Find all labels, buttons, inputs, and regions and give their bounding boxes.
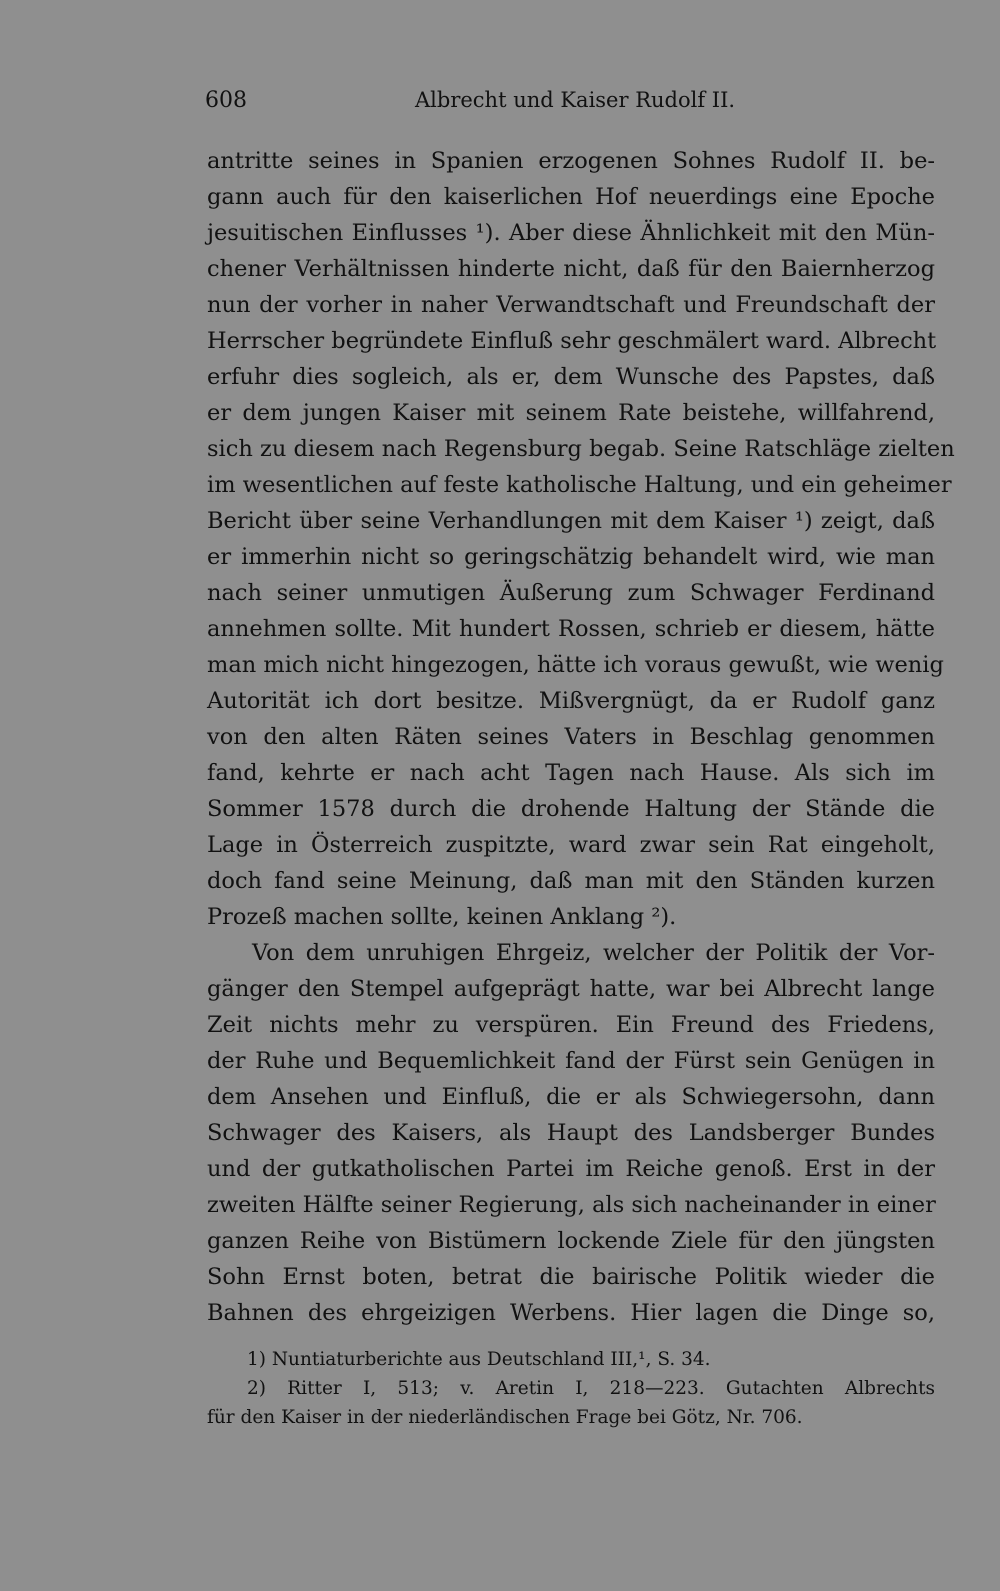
text-line: und der gutkatholischen Partei im Reiche genoß. Erst in der: [207, 1156, 935, 1182]
text-line: Zeit nichts mehr zu verspüren. Ein Freund des Friedens,: [207, 1012, 935, 1038]
text-line: Sommer 1578 durch die drohende Haltung der Stände die: [207, 796, 935, 822]
text-line: im wesentlichen auf feste katholische Haltung, und ein geheimer: [207, 472, 952, 498]
body-text: [207, 143, 955, 1331]
text-line: gann auch für den kaiserlichen Hof neuerdings eine Epoche: [207, 184, 935, 210]
running-title: Albrecht und Kaiser Rudolf II.: [415, 88, 736, 112]
text-line: Bericht über seine Verhandlungen mit dem Kaiser ¹) zeigt, daß: [207, 508, 935, 534]
text-line: dem Ansehen und Einfluß, die er als Schwiegersohn, dann: [207, 1084, 935, 1110]
page-header: [205, 88, 935, 118]
text-line: fand, kehrte er nach acht Tagen nach Hause. Als sich im: [207, 760, 935, 786]
page-number: 608: [205, 88, 247, 113]
text-line: er immerhin nicht so geringschätzig behandelt wird, wie man: [207, 544, 935, 570]
text-line: jesuitischen Einflusses ¹). Aber diese Ähnlichkeit mit den Mün-: [207, 220, 935, 246]
text-line: gänger den Stempel aufgeprägt hatte, war bei Albrecht lange: [207, 976, 935, 1002]
text-line: sich zu diesem nach Regensburg begab. Seine Ratschläge zielten: [207, 436, 955, 462]
footnotes: [207, 1345, 935, 1432]
footnote-2: 2) Ritter I, 513; v. Aretin I, 218—223. Gutachten Albrechts: [247, 1378, 935, 1399]
text-line: Prozeß machen sollte, keinen Anklang ²).: [207, 904, 677, 930]
text-line: annehmen sollte. Mit hundert Rossen, schrieb er diesem, hätte: [207, 616, 935, 642]
footnote-2-continuation: für den Kaiser in der niederländischen Frage bei Götz, Nr. 706.: [207, 1407, 803, 1428]
text-line: Herrscher begründete Einfluß sehr geschmälert ward. Albrecht: [207, 328, 937, 354]
text-line: Bahnen des ehrgeizigen Werbens. Hier lagen die Dinge so,: [207, 1300, 935, 1326]
text-line: doch fand seine Meinung, daß man mit den Ständen kurzen: [207, 868, 935, 894]
text-line: erfuhr dies sogleich, als er, dem Wunsche des Papstes, daß: [207, 364, 935, 390]
text-line: von den alten Räten seines Vaters in Beschlag genommen: [207, 724, 935, 750]
text-line: Von dem unruhigen Ehrgeiz, welcher der Politik der Vor-: [252, 940, 935, 966]
paragraph-1: [207, 143, 955, 935]
text-line: der Ruhe und Bequemlichkeit fand der Fürst sein Genügen in: [207, 1048, 935, 1074]
text-line: antritte seines in Spanien erzogenen Sohnes Rudolf II. be-: [207, 148, 935, 174]
footnote-1: 1) Nuntiaturberichte aus Deutschland III,¹, S. 34.: [247, 1349, 711, 1370]
text-line: er dem jungen Kaiser mit seinem Rate beistehe, willfahrend,: [207, 400, 935, 426]
text-line: Sohn Ernst boten, betrat die bairische Politik wieder die: [207, 1264, 935, 1290]
text-line: nach seiner unmutigen Äußerung zum Schwager Ferdinand: [207, 580, 935, 606]
text-line: Schwager des Kaisers, als Haupt des Landsberger Bundes: [207, 1120, 935, 1146]
text-line: man mich nicht hingezogen, hätte ich voraus gewußt, wie wenig: [207, 652, 944, 678]
text-line: zweiten Hälfte seiner Regierung, als sich nacheinander in einer: [207, 1192, 936, 1218]
text-line: nun der vorher in naher Verwandtschaft und Freundschaft der: [207, 292, 935, 318]
text-line: chener Verhältnissen hinderte nicht, daß für den Baiernherzog: [207, 256, 935, 282]
paragraph-2: [207, 935, 935, 1331]
text-line: ganzen Reihe von Bistümern lockende Ziele für den jüngsten: [207, 1228, 935, 1254]
text-line: Autorität ich dort besitze. Mißvergnügt, da er Rudolf ganz: [207, 688, 935, 714]
text-line: Lage in Österreich zuspitzte, ward zwar sein Rat eingeholt,: [207, 832, 935, 858]
